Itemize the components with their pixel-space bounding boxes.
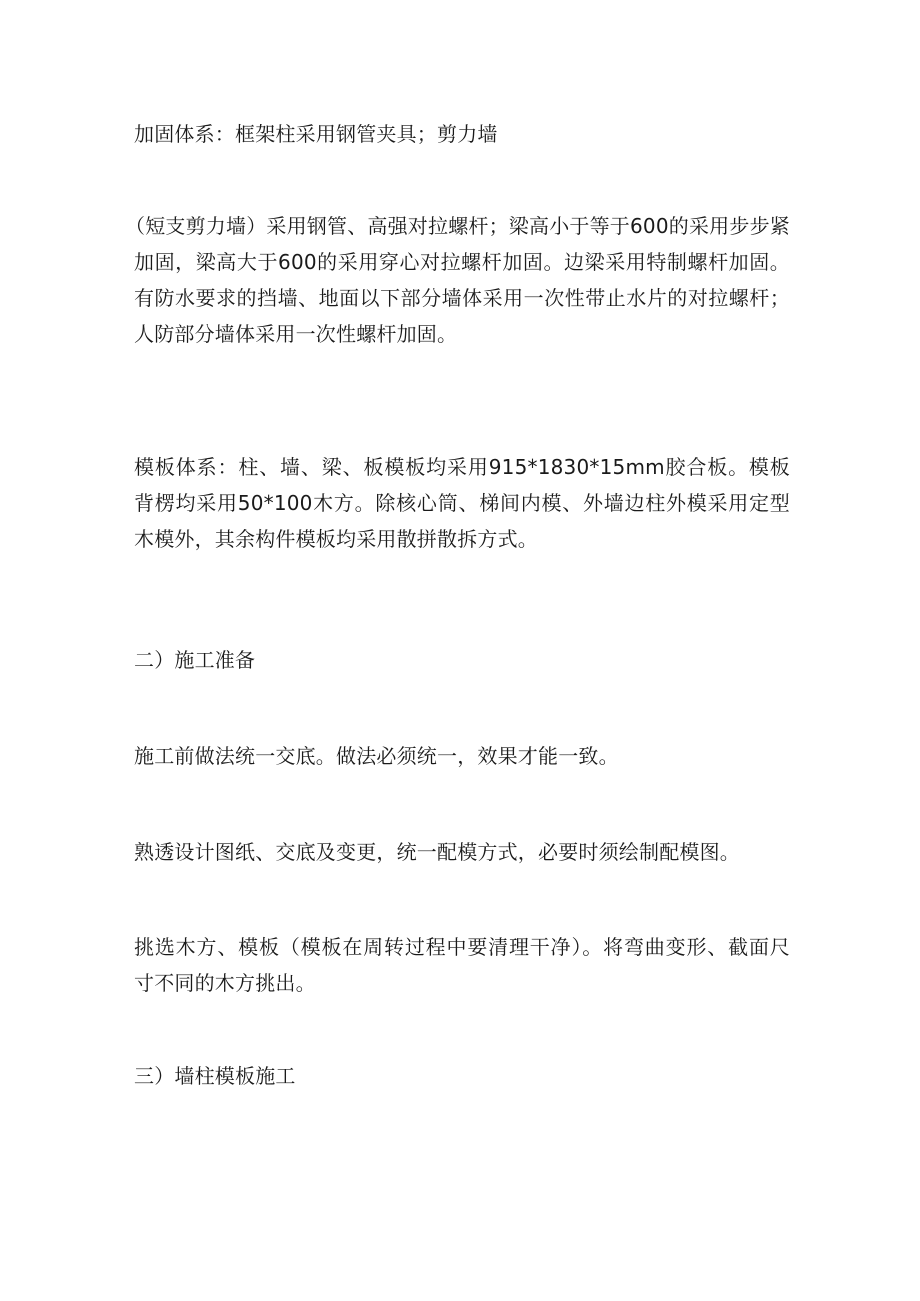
- paragraph-reinforcement-heading: 加固体系：框架柱采用钢管夹具；剪力墙: [134, 122, 498, 146]
- section-heading-preparation: 二）施工准备: [134, 648, 256, 672]
- paragraph-drawings-review: 熟透设计图纸、交底及变更，统一配模方式，必要时须绘制配模图。: [134, 840, 740, 864]
- paragraph-formwork-system: 模板体系：柱、墙、梁、板模板均采用915*1830*15mm胶合板。模板背楞均采用50*100木方。除核心筒、梯间内模、外墙边柱外模采用定型木模外，其余构件模板均采用散拼散拆方式。: [134, 455, 790, 551]
- paragraph-material-selection: 挑选木方、模板（模板在周转过程中要清理干净）。将弯曲变形、截面尺寸不同的木方挑出。: [134, 935, 790, 995]
- paragraph-reinforcement-detail: （短支剪力墙）采用钢管、高强对拉螺杆；梁高小于等于600的采用步步紧加固，梁高大于600的采用穿心对拉螺杆加固。边梁采用特制螺杆加固。有防水要求的挡墙、地面以下部分墙体采用一次性带止水片的对拉螺杆；人防部分墙体采用一次性螺杆加固。: [125, 214, 790, 346]
- section-heading-wall-column-formwork: 三）墙柱模板施工: [134, 1064, 296, 1088]
- paragraph-unified-briefing: 施工前做法统一交底。做法必须统一，效果才能一致。: [134, 744, 619, 768]
